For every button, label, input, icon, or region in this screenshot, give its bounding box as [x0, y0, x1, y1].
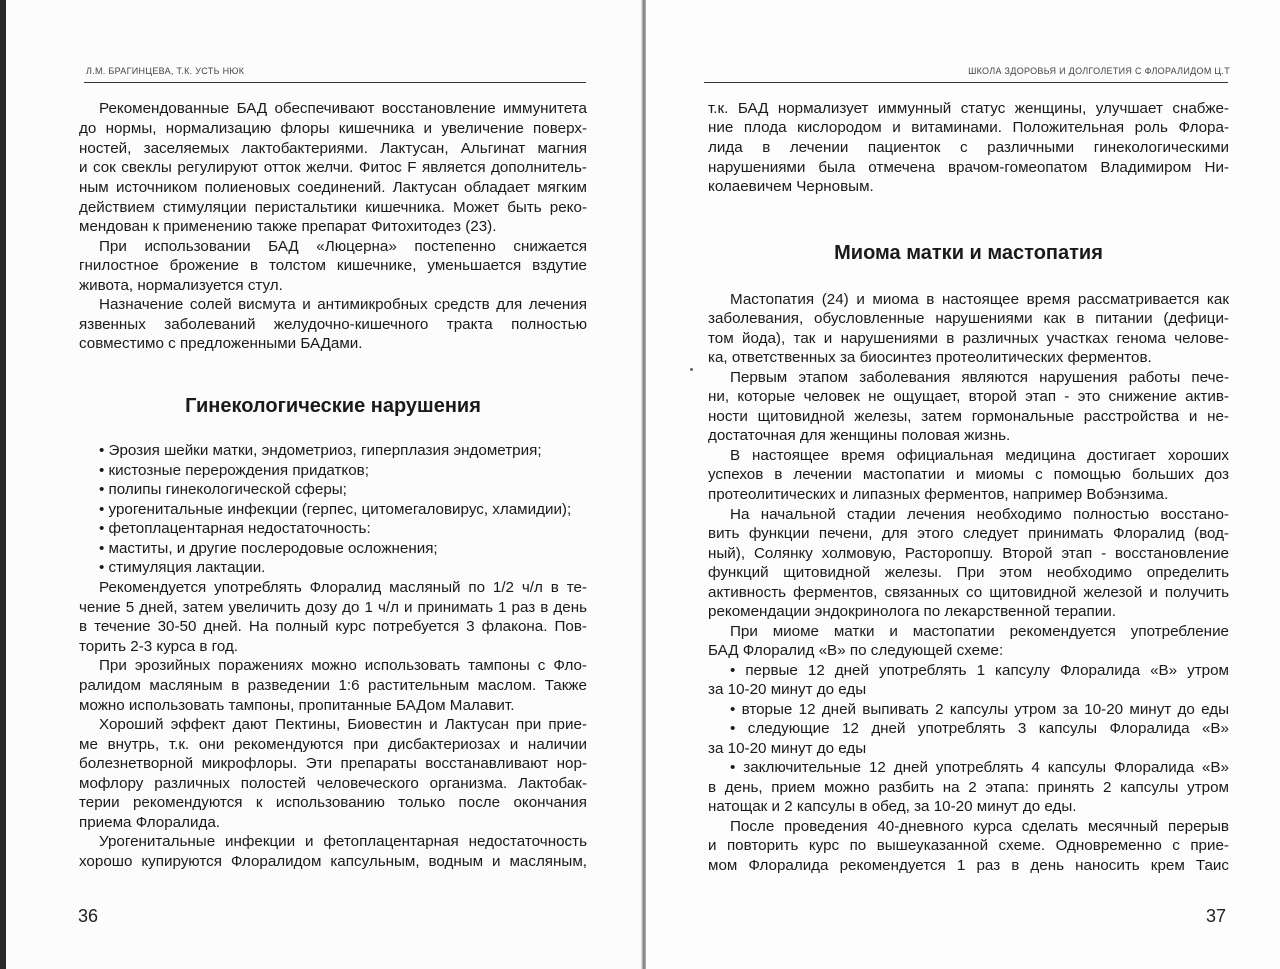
right-page — [646, 0, 1280, 969]
text-line: При эрозийных поражениях можно использовать тампоны с Фло- — [99, 657, 587, 674]
text-line: • заключительные 12 дней употреблять 4 капсулы Флоралида «В» — [730, 759, 1229, 776]
text-line: действием стимуляции перистальтики кишечника. Может быть реко- — [79, 199, 587, 216]
text-line: • следующие 12 дней употреблять 3 капсулы Флоралида «В» — [730, 720, 1229, 737]
text-line: торить 2-3 курса в год. — [79, 638, 239, 655]
text-line: язвенных заболеваний желудочно-кишечного тракта полностью — [79, 316, 587, 333]
text-line: Урогенитальные инфекции и фетоплацентарная недостаточность — [99, 833, 587, 850]
text-line: протеолитических и липазных ферментов, например Вобэнзима. — [708, 486, 1169, 503]
section-heading: Миома матки и мастопатия — [834, 242, 1103, 264]
text-line: заболевания, обусловленные нарушениями как в питании (дефици- — [708, 310, 1229, 327]
text-line: терии рекомендуются к использованию только после окончания — [79, 794, 587, 811]
text-line: и сок свеклы регулируют отток желчи. Фитос F является дополнитель- — [79, 159, 587, 176]
text-line: хорошо купируются Флоралидом капсульным, водным и масляным, — [79, 853, 587, 870]
text-line: т.к. БАД нормализует иммунный статус женщины, улучшает снабже- — [708, 100, 1229, 117]
text-line: Мастопатия (24) и миома в настоящее время рассматривается как — [730, 291, 1229, 308]
text-line: успехов в лечении мастопатии и миомы с помощью больших доз — [708, 466, 1229, 483]
text-line: мофлору различных полостей человеческого организма. Лактобак- — [79, 775, 587, 792]
text-line: • фетоплацентарная недостаточность: — [99, 520, 371, 537]
text-line: живота, нормализуется стул. — [79, 277, 283, 294]
text-line: • вторые 12 дней выпивать 2 капсулы утром за 10-20 минут до еды — [730, 701, 1229, 718]
left-page-number: 36 — [78, 906, 99, 926]
text-line: мом Флоралида рекомендуется 1 раз в день наносить крем Таис — [708, 857, 1229, 874]
text-line: • урогенитальные инфекции (герпес, цитомегаловирус, хламидии); — [99, 501, 572, 518]
text-line: Хороший эффект дают Пектины, Биовестин и Лактусан при прие- — [99, 716, 587, 733]
text-line: ностей, заселяемых лактобактериями. Лактусан, Альгинат магния — [79, 140, 587, 157]
text-line: и повторить курс по вышеуказанной схеме. Одновременно с прие- — [708, 837, 1229, 854]
right-header-rule — [704, 82, 1228, 83]
text-line: в день, прием можно разбить на 2 этапа: принять 2 капсулы утром — [708, 779, 1229, 796]
text-line: можно использовать тампоны, пропитанные БАДом Малавит. — [79, 697, 515, 714]
text-line: ка, ответственных за биосинтез протеолитических ферментов. — [708, 349, 1152, 366]
text-line: натощак и 2 капсулы в обед, за 10-20 минут до еды. — [708, 798, 1077, 815]
text-line: за 10-20 минут до еды — [708, 681, 867, 698]
scan-speck — [690, 368, 693, 371]
text-line: функций щитовидной железы. При этом необходимо определить — [708, 564, 1229, 581]
text-line: На начальной стадии лечения необходимо полностью восстано- — [730, 506, 1229, 523]
text-line: БАД Флоралид «В» по следующей схеме: — [708, 642, 1004, 659]
text-line: Назначение солей висмута и антимикробных средств для лечения — [99, 296, 587, 313]
text-line: Первым этапом заболевания являются нарушения работы пече- — [730, 369, 1229, 386]
text-line: совместимо с предложенными БАДами. — [79, 335, 363, 352]
text-line: • маститы, и другие послеродовые осложнения; — [99, 540, 438, 557]
text-line: до нормы, нормализацию флоры кишечника и увеличение поверх- — [79, 120, 587, 137]
text-line: болезнетворной микрофлоры. Эти препараты восстанавливают нор- — [79, 755, 587, 772]
left-header-rule — [84, 82, 586, 83]
text-line: • Эрозия шейки матки, эндометриоз, гиперплазия эндометрия; — [99, 442, 542, 459]
text-line: ме внутрь, т.к. они рекомендуются при дисбактериозах и наличии — [79, 736, 587, 753]
text-line: рекомендации эндокринолога по лекарственной терапии. — [708, 603, 1116, 620]
section-heading: Гинекологические нарушения — [185, 395, 481, 417]
text-line: нарушениями была отмечена врачом-гомеопатом Владимиром Ни- — [708, 159, 1229, 176]
scan-left-edge — [0, 0, 6, 969]
text-line: вить функции печени, для этого следует принимать Флоралид (вод- — [708, 525, 1229, 542]
text-line: ралидом масляным в разведении 1:6 растительным маслом. Также — [79, 677, 587, 694]
text-line: При использовании БАД «Люцерна» постепенно снижается — [99, 238, 587, 255]
text-line: гнилостное брожение в толстом кишечнике, уменьшается вздутие — [79, 257, 587, 274]
text-line: за 10-20 минут до еды — [708, 740, 867, 757]
text-line: • полипы гинекологической сферы; — [99, 481, 347, 498]
text-line: чение 5 дней, затем увеличить дозу до 1 ч/л и принимать 1 раз в день — [79, 599, 587, 616]
right-running-header: ШКОЛА ЗДОРОВЬЯ И ДОЛГОЛЕТИЯ С ФЛОРАЛИДОМ Ц.Т — [968, 66, 1230, 76]
text-line: Рекомендованные БАД обеспечивают восстановление иммунитета — [99, 100, 587, 117]
text-line: активность ферментов, связанных со щитовидной железой и получить — [708, 584, 1229, 601]
text-line: • первые 12 дней употреблять 1 капсулу Флоралида «В» утром — [730, 662, 1229, 679]
text-line: Рекомендуется употреблять Флоралид масляный по 1/2 ч/л в те- — [99, 579, 587, 596]
text-line: ным источником полиеновых соединений. Лактусан обладает мягким — [79, 179, 587, 196]
left-running-header: Л.М. БРАГИНЦЕВА, Т.К. УСТЬ НЮК — [86, 66, 245, 76]
text-line: приема Флоралида. — [79, 814, 220, 831]
text-line: После проведения 40-дневного курса сделать месячный перерыв — [730, 818, 1229, 835]
text-line: • кистозные перерождения придатков; — [99, 462, 369, 479]
text-line: колаевичем Черновым. — [708, 178, 874, 195]
text-line: ни, которые человек не ощущает, второй этап - это снижение актив- — [708, 388, 1229, 405]
text-line: том йода), так и нарушениями в различных участках генома челове- — [708, 330, 1229, 347]
text-line: лида в лечении пациенток с различными гинекологическими — [708, 139, 1229, 156]
text-line: мендован к применению также препарат Фитохитодез (23). — [79, 218, 497, 235]
text-line: ности щитовидной железы, затем гормональные расстройства и не- — [708, 408, 1229, 425]
text-line: достаточная для женщины половая жизнь. — [708, 427, 1011, 444]
text-line: • стимуляция лактации. — [99, 559, 266, 576]
right-page-number: 37 — [1205, 906, 1226, 926]
text-line: в течение 30-50 дней. На полный курс потребуется 3 флакона. Пов- — [79, 618, 587, 635]
text-line: ный), Солянку холмовую, Расторопшу. Второй этап - восстановление — [708, 545, 1229, 562]
text-line: ние плода кислородом и витаминами. Положительная роль Флора- — [708, 119, 1229, 136]
text-line: В настоящее время официальная медицина достигает хороших — [730, 447, 1229, 464]
text-line: При миоме матки и мастопатии рекомендуется употребление — [730, 623, 1229, 640]
